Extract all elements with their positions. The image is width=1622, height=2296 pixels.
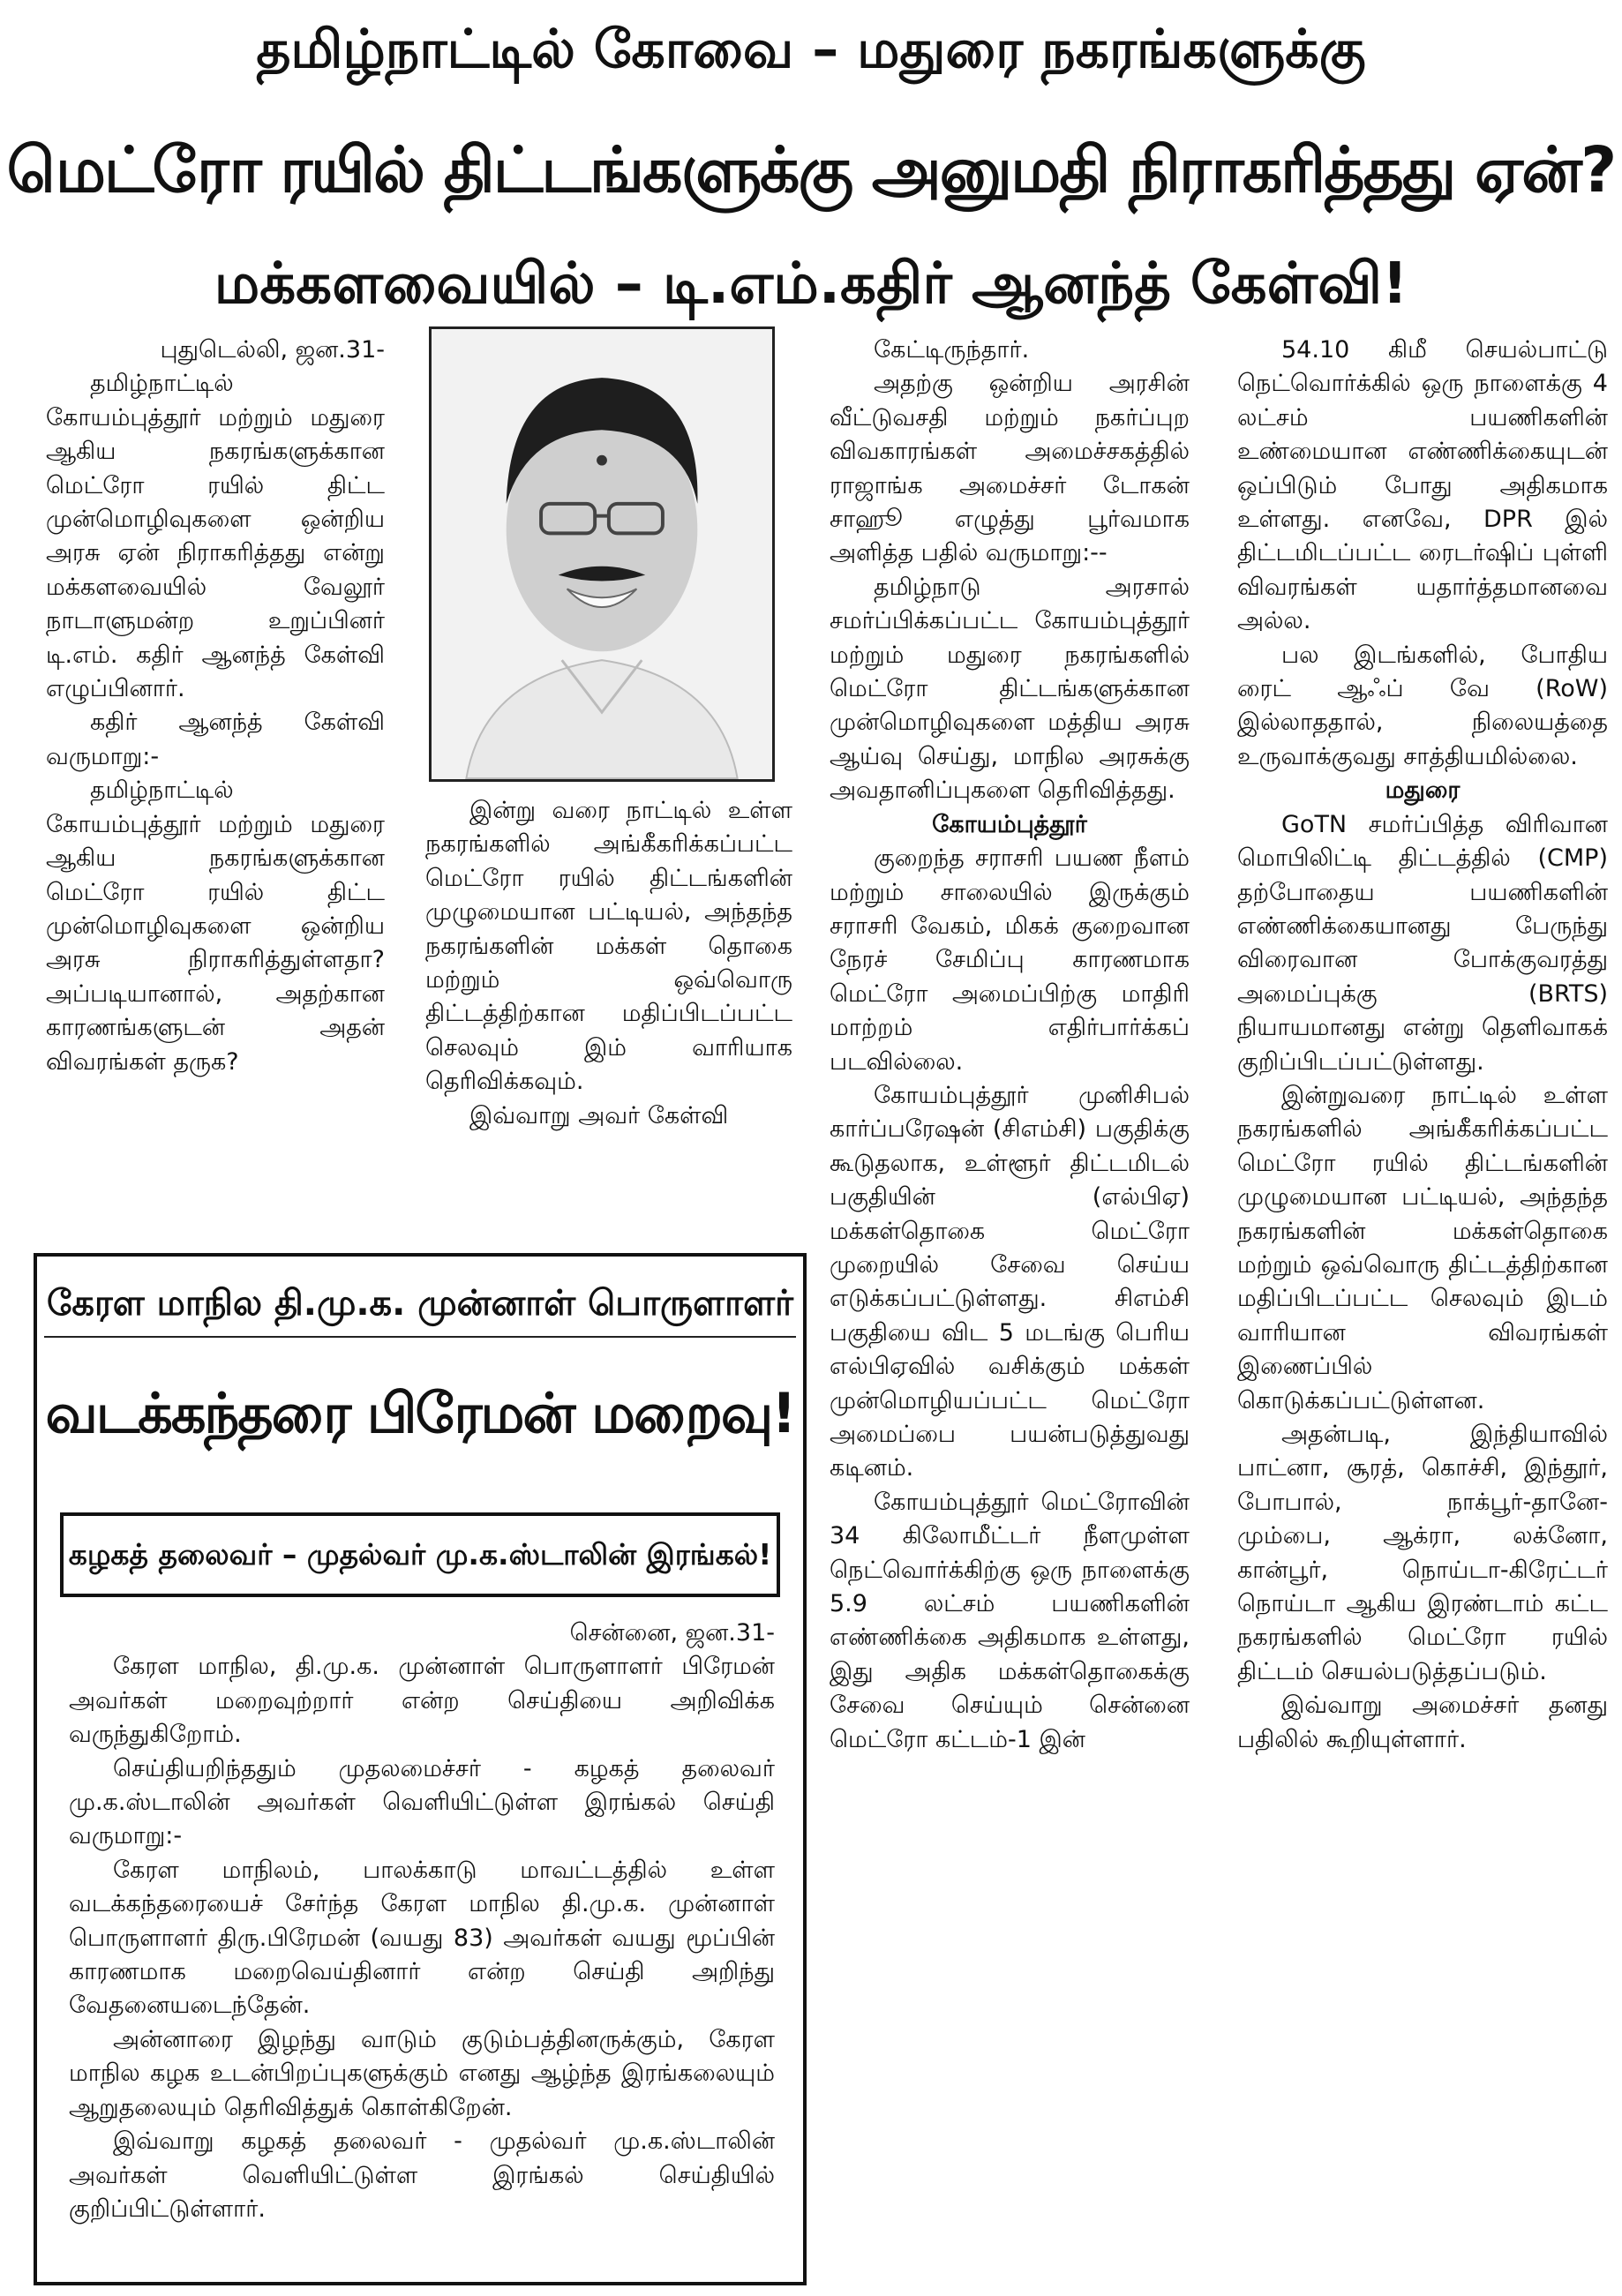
obituary-text <box>69 1617 775 2270</box>
obituary-paragraph: அன்னாரை இழந்து வாடும் குடும்பத்தினருக்கும், கேரள மாநில கழக உடன்பிறப்புகளுக்கும் எனது ஆழ்ந்த இரங்கலையும் ஆறுதலையும் தெரிவித்துக் கொள்கிறேன். <box>69 2025 775 2121</box>
portrait-icon <box>432 329 772 779</box>
subhead-madurai: மதுரை <box>1385 777 1461 805</box>
article-paragraph: கோயம்புத்தூர் மெட்ரோவின் 34 கிலோமீட்டர் நீளமுள்ள நெட்வொர்க்கிற்கு ஒரு நாளைக்கு 5.9 லட்சம் பயணிகளின் எண்ணிக்கை அதிகமாக உள்ளது, இது அதிக மக்கள்தொகைக்கு சேவை செய்யும் சென்னை மெட்ரோ கட்டம்-1 இன் <box>830 1488 1190 1753</box>
article-paragraph: இவ்வாறு அமைச்சர் தனது பதிலில் கூறியுள்ளார். <box>1237 1692 1608 1753</box>
headline-sub: மக்களவையில் – டி.எம்.கதிர் ஆனந்த் கேள்வி! <box>214 251 1408 317</box>
headline-kicker: தமிழ்நாட்டில் கோவை – மதுரை நகரங்களுக்கு <box>256 19 1366 80</box>
article-paragraph: இவ்வாறு அவர் கேள்வி <box>469 1101 729 1129</box>
article-paragraph: இன்றுவரை நாட்டில் உள்ள நகரங்களில் அங்கீகரிக்கப்பட்ட மெட்ரோ ரயில் திட்டங்களின் முழுமையான பட்டியல், அந்தந்த நகரங்களின் மக்கள்தொகை மற்றும் ஒவ்வொரு திட்டத்திற்கான மதிப்பிடப்பட்ட செலவும் இடம் வாரியான விவரங்கள் இணைப்பில் கொடுக்கப்பட்டுள்ளன. <box>1237 1081 1608 1414</box>
article-column-1 <box>46 334 385 1234</box>
article-paragraph: பல இடங்களில், போதிய ரைட் ஆஃப் வே (RoW) இல்லாததால், நிலையத்தை உருவாக்குவது சாத்தியமில்லை. <box>1237 641 1608 770</box>
article-column-3 <box>830 334 1190 2275</box>
article-dateline: புதுடெல்லி, ஜன.31- <box>160 336 385 364</box>
obituary-kicker: கேரள மாநில தி.மு.க. முன்னாள் பொருளாளர் <box>44 1269 796 1338</box>
article-paragraph: இன்று வரை நாட்டில் உள்ள நகரங்களில் அங்கீகரிக்கப்பட்ட மெட்ரோ ரயில் திட்டங்களின் முழுமையான பட்டியல், அந்தந்த நகரங்களின் மக்கள் தொகை மற்றும் ஒவ்வொரு திட்டத்திற்கான மதிப்பிடப்பட்ட செலவும் இம் வாரியாக தெரிவிக்கவும். <box>425 797 792 1096</box>
article-paragraph: தமிழ்நாட்டில் கோயம்புத்தூர் மற்றும் மதுரை ஆகிய நகரங்களுக்கான மெட்ரோ ரயில் திட்ட முன்மொழிவுகளை ஒன்றிய அரசு நிராகரித்துள்ளதா? அப்படியானால், அதற்கான காரணங்களுடன் அதன் விவரங்கள் தருக? <box>46 777 385 1076</box>
article-paragraph: கதிர் ஆனந்த் கேள்வி வருமாறு:- <box>46 709 385 770</box>
article-paragraph: கோயம்புத்தூர் முனிசிபல் கார்ப்பரேஷன் (சிஎம்சி) பகுதிக்கு கூடுதலாக, உள்ளூர் திட்டமிடல் பகுதியின் (எல்பிஏ) மக்கள்தொகை மெட்ரோ முறையில் சேவை செய்ய எடுக்கப்பட்டுள்ளது. சிஎம்சி பகுதியை விட 5 மடங்கு பெரிய எல்பிஏவில் வசிக்கும் மக்கள் முன்மொழியப்பட்ட மெட்ரோ அமைப்பை பயன்படுத்துவது கடினம். <box>830 1081 1190 1482</box>
obituary-dateline: சென்னை, ஜன.31- <box>569 1619 775 1647</box>
headline-main: மெட்ரோ ரயில் திட்டங்களுக்கு அனுமதி நிராகரித்தது ஏன்? <box>6 133 1616 206</box>
article-paragraph: அதற்கு ஒன்றிய அரசின் வீட்டுவசதி மற்றும் நகர்ப்புற விவகாரங்கள் அமைச்சகத்தில் ராஜாங்க அமைச்சர் டோகன் சாஹூ எழுத்து பூர்வமாக அளித்த பதில் வருமாறு:-- <box>830 370 1190 567</box>
article-paragraph: அதன்படி, இந்தியாவில் பாட்னா, சூரத், கொச்சி, இந்தூர், போபால், நாக்பூர்-தானே- மும்பை, ஆக்ரா, லக்னோ, கான்பூர், நொய்டா-கிரேட்டர் நொய்டா ஆகிய இரண்டாம் கட்ட நகரங்களில் மெட்ரோ ரயில் திட்டம் செயல்படுத்தப்படும். <box>1237 1421 1608 1685</box>
obituary-paragraph: செய்தியறிந்ததும் முதலமைச்சர் - கழகத் தலைவர் மு.க.ஸ்டாலின் அவர்கள் வெளியிட்டுள்ள இரங்கல் செய்தி வருமாறு:- <box>69 1754 775 1850</box>
article-paragraph: 54.10 கிமீ செயல்பாட்டு நெட்வொர்க்கில் ஒரு நாளைக்கு 4 லட்சம் பயணிகளின் உண்மையான எண்ணிக்கையுடன் ஒப்பிடும் போது அதிகமாக உள்ளது. எனவே, DPR இல் திட்டமிடப்பட்ட ரைடர்ஷிப் புள்ளி விவரங்கள் யதார்த்தமானவை அல்ல. <box>1237 336 1608 635</box>
article-paragraph: தமிழ்நாட்டில் கோயம்புத்தூர் மற்றும் மதுரை ஆகிய நகரங்களுக்கான மெட்ரோ ரயில் திட்ட முன்மொழிவுகளை ஒன்றிய அரசு ஏன் நிராகரித்தது என்று மக்களவையில் வேலூர் நாடாளுமன்ற உறுப்பினர் டி.எம். கதிர் ஆனந்த் கேள்வி எழுப்பினார். <box>46 370 385 703</box>
subhead-coimbatore: கோயம்புத்தூர் <box>932 810 1087 838</box>
article-paragraph: தமிழ்நாடு அரசால் சமர்ப்பிக்கப்பட்ட கோயம்புத்தூர் மற்றும் மதுரை நகரங்களில் மெட்ரோ திட்டங்களுக்கான முன்மொழிவுகளை மத்திய அரசு ஆய்வு செய்து, மாநில அரசுக்கு அவதானிப்புகளை தெரிவித்தது. <box>830 573 1190 805</box>
obituary-headline: வடக்கந்தரை பிரேமன் மறைவு! <box>45 1381 795 1445</box>
portrait-photo <box>429 326 775 782</box>
article-column-2 <box>425 794 792 1218</box>
obituary-paragraph: இவ்வாறு கழகத் தலைவர் - முதல்வர் மு.க.ஸ்டாலின் அவர்கள் வெளியிட்டுள்ள இரங்கல் செய்தியில் குறிப்பிட்டுள்ளார். <box>69 2127 775 2223</box>
obituary-paragraph: கேரள மாநில, தி.மு.க. முன்னாள் பொருளாளர் பிரேமன் அவர்கள் மறைவுற்றார் என்ற செய்தியை அறிவிக்க வருந்துகிறோம். <box>69 1653 775 1749</box>
obituary-paragraph: கேரள மாநிலம், பாலக்காடு மாவட்டத்தில் உள்ள வடக்கந்தரையைச் சேர்ந்த கேரள மாநில தி.மு.க. முன்னாள் பொருளாளர் திரு.பிரேமன் (வயது 83) அவர்கள் வயது மூப்பின் காரணமாக மறைவெய்தினார் என்ற செய்தி அறிந்து வேதனையடைந்தேன். <box>69 1856 775 2020</box>
article-paragraph: GoTN சமர்ப்பித்த விரிவான மொபிலிட்டி திட்டத்தில் (CMP) தற்போதைய பயணிகளின் எண்ணிக்கையானது பேருந்து விரைவான போக்குவரத்து அமைப்புக்கு (BRTS) நியாயமானது என்று தெளிவாகக் குறிப்பிடப்பட்டுள்ளது. <box>1237 810 1608 1076</box>
obituary-box <box>34 1253 807 2285</box>
article-column-4 <box>1237 334 1608 2275</box>
article-paragraph: குறைந்த சராசரி பயண நீளம் மற்றும் சாலையில் இருக்கும் சராசரி வேகம், மிகக் குறைவான நேரச் சேமிப்பு காரணமாக மெட்ரோ அமைப்பிற்கு மாதிரி மாற்றம் எதிர்பார்க்கப் படவில்லை. <box>830 844 1190 1076</box>
article-paragraph: கேட்டிருந்தார். <box>874 336 1030 364</box>
obituary-subhead: கழகத் தலைவர் – முதல்வர் மு.க.ஸ்டாலின் இரங்கல்! <box>60 1512 780 1597</box>
